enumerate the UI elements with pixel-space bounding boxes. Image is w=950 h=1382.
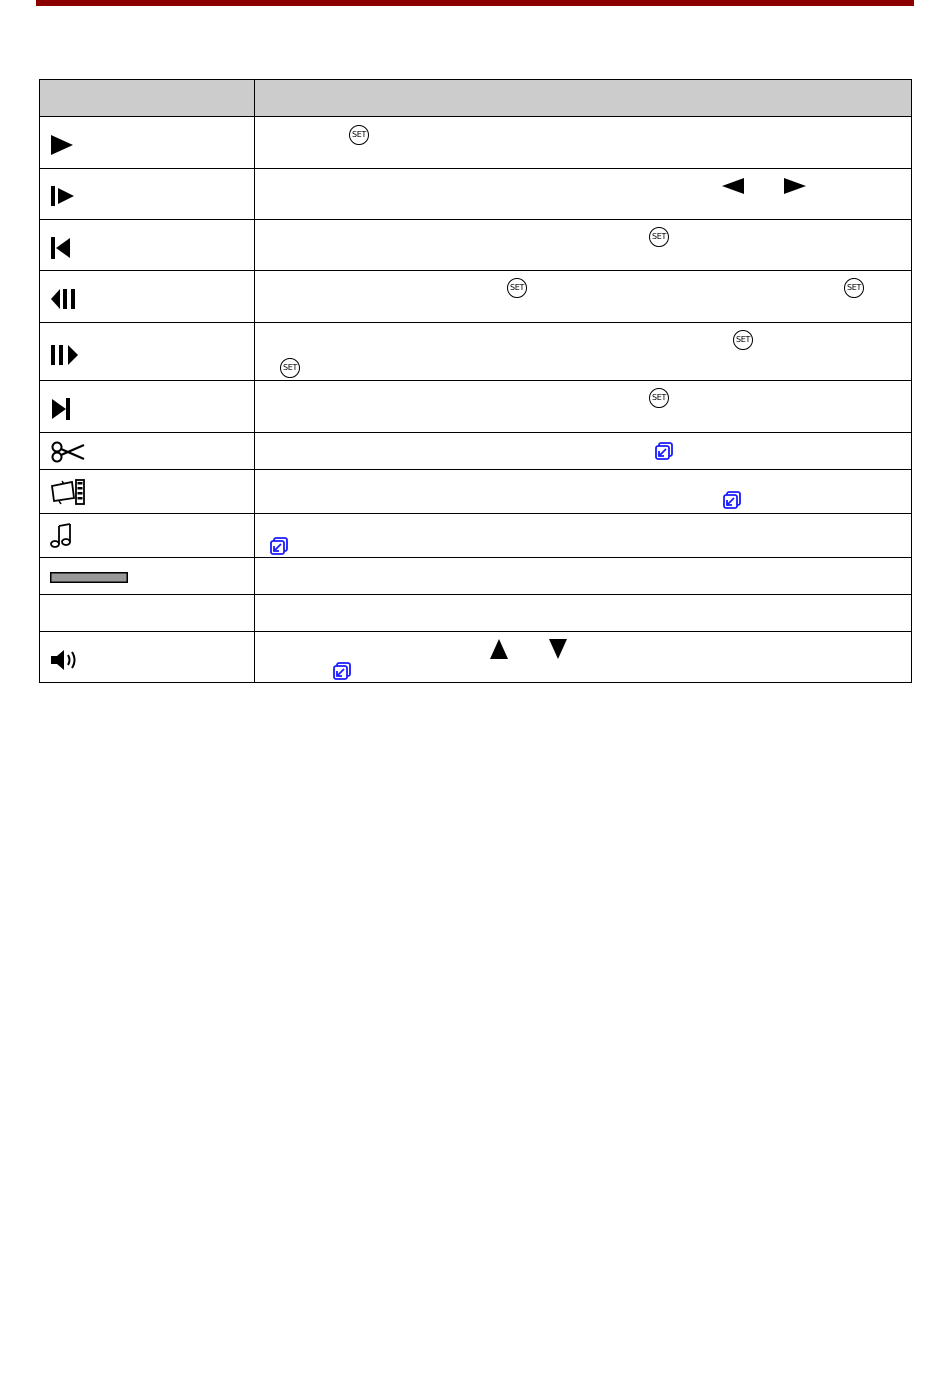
table-row: [40, 220, 912, 271]
icon-cell: [40, 558, 255, 595]
down-arrow-icon: [548, 638, 568, 660]
set-button-icon: SET: [349, 125, 369, 145]
set-button-icon: SET: [280, 358, 300, 378]
table-row: [40, 381, 912, 433]
icon-cell: [40, 220, 255, 271]
description-cell: [255, 632, 912, 683]
page-reference-icon[interactable]: [333, 662, 351, 680]
set-button-icon: SET: [733, 330, 753, 350]
icon-cell: [40, 470, 255, 514]
icon-cell: [40, 632, 255, 683]
speaker-volume-icon: [50, 647, 80, 673]
description-cell: [255, 514, 912, 558]
description-column-header: [255, 80, 912, 117]
playback-operations-table: [39, 79, 912, 683]
description-cell: [255, 433, 912, 470]
set-button-icon: SET: [507, 278, 527, 298]
previous-frame-icon: [50, 287, 80, 311]
table-row: [40, 470, 912, 514]
description-cell: [255, 558, 912, 595]
music-note-icon: [50, 523, 72, 549]
page-reference-icon[interactable]: [655, 442, 673, 460]
icon-column-header: [40, 80, 255, 117]
icon-cell: [40, 323, 255, 381]
icon-cell: [40, 514, 255, 558]
left-arrow-icon: [721, 177, 745, 195]
last-frame-icon: [50, 397, 72, 421]
playback-progress-bar: [50, 572, 128, 583]
icon-cell: [40, 433, 255, 470]
set-button-icon: SET: [844, 278, 864, 298]
icon-cell: [40, 117, 255, 169]
show-slideshow-film-icon: [50, 479, 86, 505]
description-cell: [255, 323, 912, 381]
description-cell: [255, 470, 912, 514]
table-row: [40, 514, 912, 558]
table-row: [40, 117, 912, 169]
description-cell: [255, 381, 912, 433]
table-row: [40, 558, 912, 595]
table-row: [40, 323, 912, 381]
description-cell: [255, 117, 912, 169]
table-row: [40, 632, 912, 683]
page-top-rule: [36, 0, 914, 6]
set-button-icon: SET: [649, 388, 669, 408]
icon-cell: [40, 381, 255, 433]
table-header-row: [40, 80, 912, 117]
description-cell: [255, 271, 912, 323]
table-row: [40, 169, 912, 220]
icon-cell: [40, 595, 255, 632]
description-cell: [255, 220, 912, 271]
table-row: [40, 433, 912, 470]
description-cell: [255, 595, 912, 632]
page-reference-icon[interactable]: [270, 537, 288, 555]
slow-motion-icon: [50, 185, 76, 207]
set-button-icon: SET: [649, 227, 669, 247]
up-arrow-icon: [489, 638, 509, 660]
right-arrow-icon: [783, 177, 807, 195]
icon-cell: [40, 271, 255, 323]
page-reference-icon[interactable]: [723, 491, 741, 509]
table-row: [40, 271, 912, 323]
play-icon: [50, 134, 74, 156]
table-row: [40, 595, 912, 632]
icon-cell: [40, 169, 255, 220]
scissors-edit-icon: [50, 441, 86, 463]
description-cell: [255, 169, 912, 220]
first-frame-icon: [50, 236, 72, 260]
next-frame-icon: [50, 343, 80, 367]
